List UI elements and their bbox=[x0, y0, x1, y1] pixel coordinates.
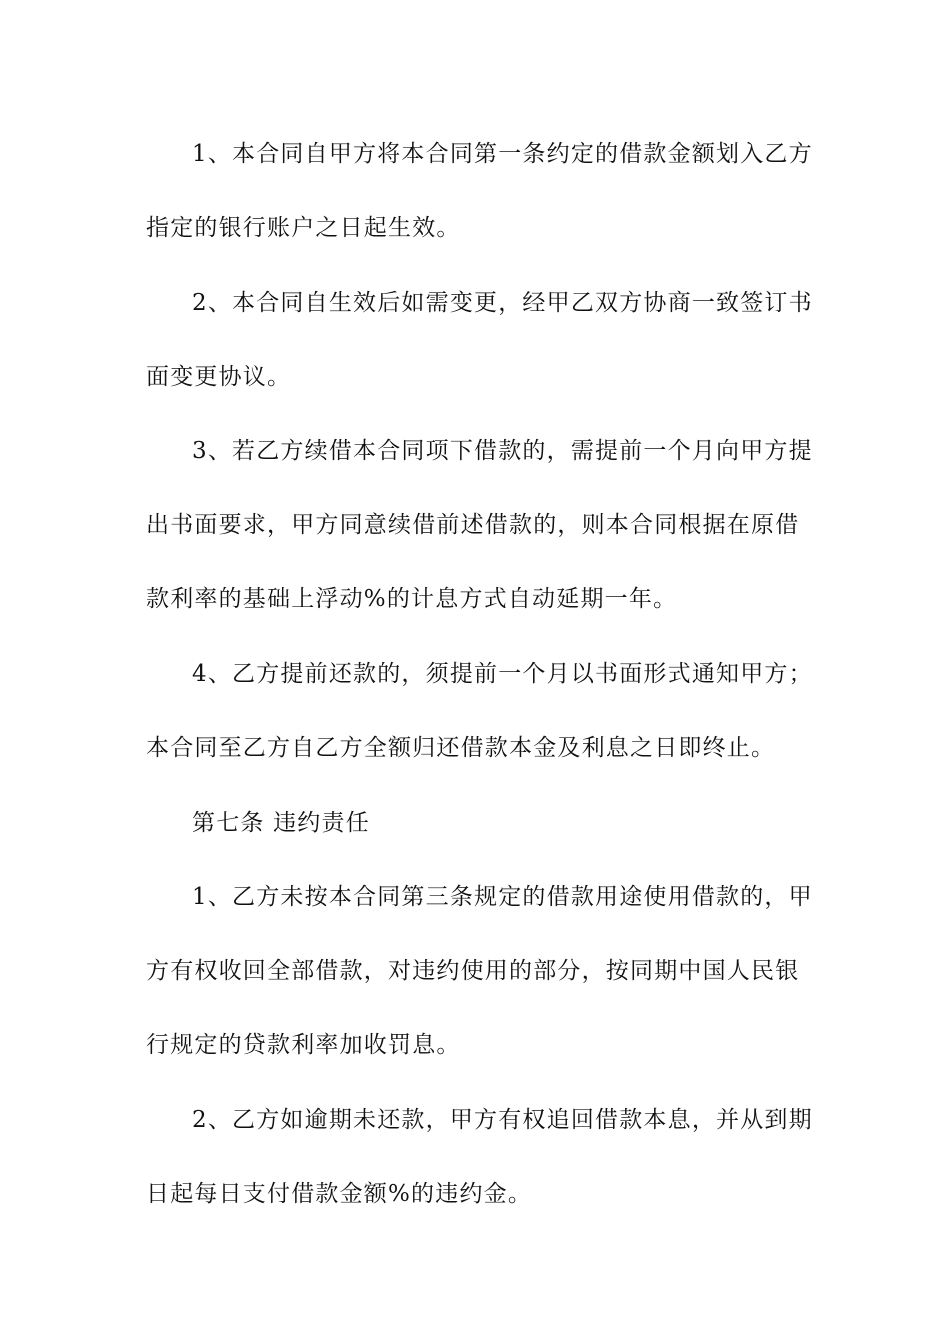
clause-7-1-line-1: 1、乙方未按本合同第三条规定的借款用途使用借款的，甲 bbox=[192, 884, 813, 910]
article-7-heading: 第七条 违约责任 bbox=[192, 810, 370, 836]
clause-7-2-line-2: 日起每日支付借款金额%的违约金。 bbox=[146, 1181, 533, 1207]
clause-6-1-line-2: 指定的银行账户之日起生效。 bbox=[146, 215, 461, 241]
clause-7-1-line-2: 方有权收回全部借款，对违约使用的部分，按同期中国人民银 bbox=[146, 958, 800, 984]
clause-6-2-line-1: 2、本合同自生效后如需变更，经甲乙双方协商一致签订书 bbox=[192, 290, 813, 316]
clause-6-3-line-3: 款利率的基础上浮动%的计息方式自动延期一年。 bbox=[146, 586, 678, 612]
clause-7-1-line-3: 行规定的贷款利率加收罚息。 bbox=[146, 1032, 461, 1058]
clause-6-3-line-1: 3、若乙方续借本合同项下借款的，需提前一个月向甲方提 bbox=[192, 438, 813, 464]
clause-6-4-line-2: 本合同至乙方自乙方全额归还借款本金及利息之日即终止。 bbox=[146, 735, 776, 761]
clause-6-3-line-2: 出书面要求，甲方同意续借前述借款的，则本合同根据在原借 bbox=[146, 512, 800, 538]
clause-6-4-line-1: 4、乙方提前还款的，须提前一个月以书面形式通知甲方； bbox=[192, 661, 813, 687]
clause-6-2-line-2: 面变更协议。 bbox=[146, 364, 292, 390]
clause-6-1-line-1: 1、本合同自甲方将本合同第一条约定的借款金额划入乙方 bbox=[192, 141, 813, 167]
clause-7-2-line-1: 2、乙方如逾期未还款，甲方有权追回借款本息，并从到期 bbox=[192, 1107, 813, 1133]
